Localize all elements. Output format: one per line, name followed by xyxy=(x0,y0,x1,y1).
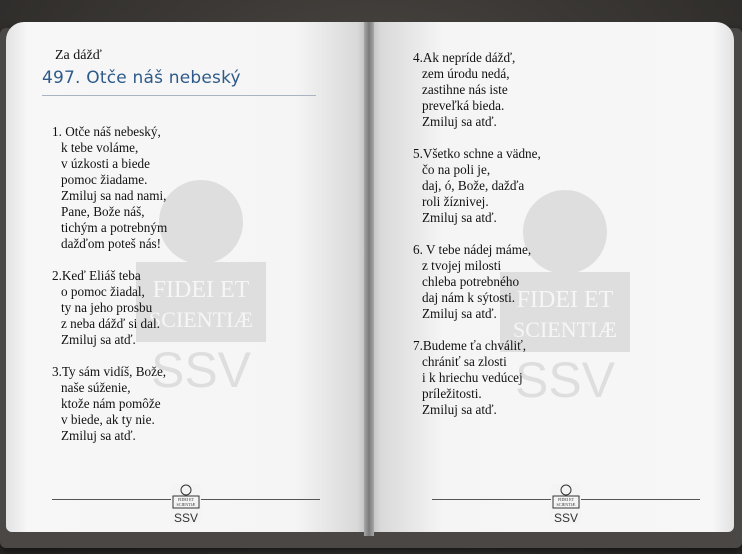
verse-line: 7.Budeme ťa chváliť, xyxy=(413,338,527,353)
verse xyxy=(52,364,167,444)
watermark-letters: SSV xyxy=(514,352,616,402)
logo-line2: SCIENTIÆ xyxy=(176,502,196,507)
left-footer xyxy=(52,484,320,526)
verse-line: preveľká bieda. xyxy=(422,98,505,113)
verse-line: 5.Všetko schne a vädne, xyxy=(413,146,541,161)
verse-line: Zmiluj sa nad nami, xyxy=(61,188,167,203)
verse-line: roli žíznivej. xyxy=(422,194,489,209)
song-title: 497. Otče náš nebeský xyxy=(42,68,241,88)
verse-line: v biede, ak ty nie. xyxy=(61,412,155,427)
verse-line: 1. Otče náš nebeský, xyxy=(52,124,161,139)
verse-line: z tvojej milosti xyxy=(422,258,502,273)
watermark-line1: FIDEI ET xyxy=(152,277,250,303)
verse-line: 4.Ak nepríde dážď, xyxy=(413,50,516,65)
verse-line: 6. V tebe nádej máme, xyxy=(413,242,532,257)
verse-line: z neba dážď si dal. xyxy=(61,316,160,331)
watermark-line1: FIDEI ET xyxy=(516,287,614,313)
watermark-line2: SCIENTIÆ xyxy=(149,307,253,332)
verse xyxy=(413,146,541,226)
verse xyxy=(413,50,541,130)
verse-line: pomoc žiadame. xyxy=(61,172,148,187)
verse-line: chrániť sa zlosti xyxy=(422,354,507,369)
verse-line: 3.Ty sám vidíš, Bože, xyxy=(52,364,167,379)
verse-line: Zmiluj sa atď. xyxy=(422,114,497,129)
watermark-line2: SCIENTIÆ xyxy=(513,317,617,342)
verse xyxy=(413,242,541,322)
verse-line: naše súženie, xyxy=(61,380,131,395)
verse-line: dažďom poteš nás! xyxy=(61,236,162,251)
verse-line: Zmiluj sa atď. xyxy=(61,428,136,443)
verse xyxy=(52,268,167,348)
verse xyxy=(413,338,541,418)
verse-line: k tebe voláme, xyxy=(61,140,139,155)
verse-line: ktože nám pomôže xyxy=(61,396,161,411)
open-book xyxy=(0,8,742,548)
verse-line: v úzkosti a biede xyxy=(61,156,150,171)
ssv-logo-icon xyxy=(551,484,581,524)
verse-line: Zmiluj sa atď. xyxy=(422,210,497,225)
verse xyxy=(52,124,167,252)
verse-line: zastihne nás iste xyxy=(422,82,508,97)
verse-line: Pane, Bože náš, xyxy=(61,204,145,219)
title-divider xyxy=(42,95,316,96)
logo-line1: FIDEI ET xyxy=(557,497,575,502)
logo-line1: FIDEI ET xyxy=(177,497,195,502)
verse-line: chleba potrebného xyxy=(422,274,520,289)
category-label: Za dážď xyxy=(55,48,102,63)
verse-line: o pomoc žiadal, xyxy=(61,284,145,299)
verse-line: tichým a potrebným xyxy=(61,220,168,235)
left-page xyxy=(6,22,368,532)
logo-letters: SSV xyxy=(553,511,579,524)
right-footer xyxy=(432,484,700,526)
left-verses xyxy=(52,124,167,460)
verse-line: daj, ó, Bože, dažďa xyxy=(422,178,525,193)
book-spine xyxy=(364,22,374,536)
verse-line: príležitosti. xyxy=(422,386,482,401)
watermark-letters: SSV xyxy=(150,342,252,392)
verse-line: Zmiluj sa atď. xyxy=(422,402,497,417)
verse-line: ty na jeho prosbu xyxy=(61,300,153,315)
verse-line: 2.Keď Eliáš teba xyxy=(52,268,141,283)
verse-line: Zmiluj sa atď. xyxy=(61,332,136,347)
ssv-logo-icon xyxy=(171,484,201,524)
verse-line: čo na poli je, xyxy=(422,162,491,177)
logo-letters: SSV xyxy=(173,511,199,524)
right-page xyxy=(370,22,734,532)
verse-line: zem úrodu nedá, xyxy=(422,66,510,81)
verse-line: daj nám k sýtosti. xyxy=(422,290,516,305)
verse-line: Zmiluj sa atď. xyxy=(422,306,497,321)
logo-line2: SCIENTIÆ xyxy=(556,502,576,507)
verse-line: i k hriechu vedúcej xyxy=(422,370,523,385)
right-verses xyxy=(413,50,541,434)
